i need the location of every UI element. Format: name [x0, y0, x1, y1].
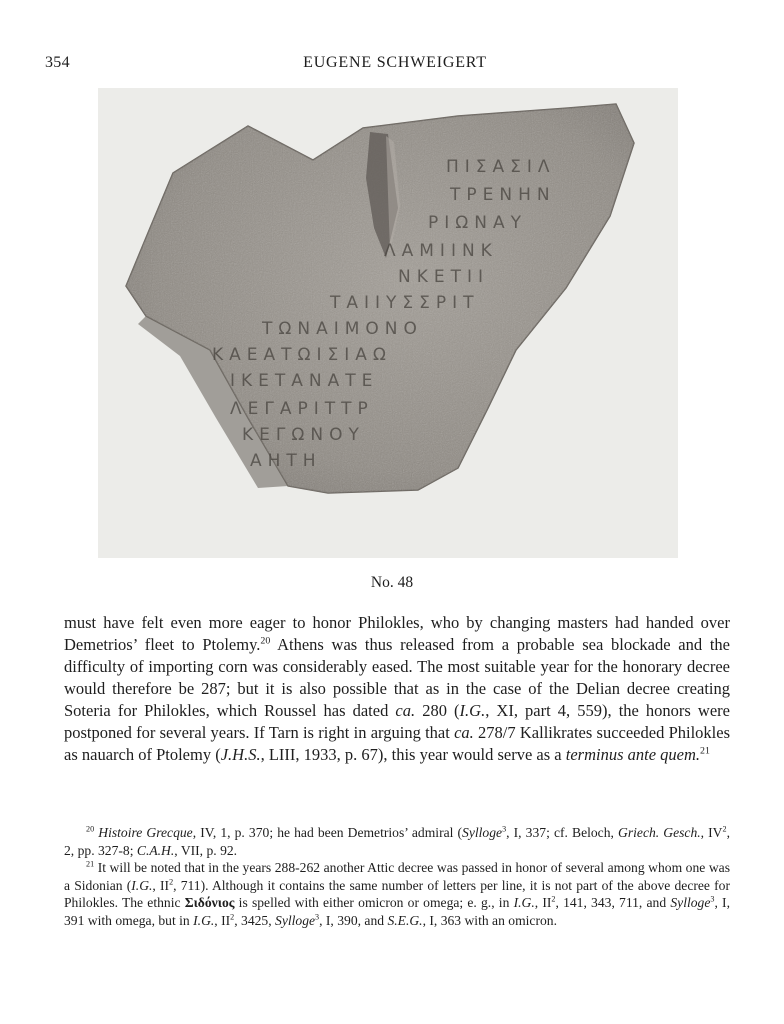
inscription-line: ΡΙΩΝΑΥ: [428, 213, 527, 233]
text-run: , VII, p. 92.: [174, 842, 238, 858]
inscription-line: ΚΕΓΩΝΟΥ: [242, 425, 365, 445]
footnote-number: 20: [86, 824, 95, 834]
inscription-line: ΚΑΕΑΤΩΙΣΙΑΩ: [212, 345, 392, 365]
italic-run: ca.: [395, 701, 416, 720]
text-run: , LIII, 1933, p. 67), this year would serve as a: [260, 745, 566, 764]
body-paragraph: [64, 612, 730, 766]
citation-italic: I.G.: [131, 877, 153, 893]
inscription-line: ΠΙΣΑΣΙΛ: [446, 157, 556, 177]
text-run: , I, 363 with an omicron.: [422, 912, 557, 928]
text-run: 280 (: [415, 701, 460, 720]
citation-italic: S.E.G.: [387, 912, 423, 928]
text-run: , 3425,: [234, 912, 276, 928]
inscription-line: ΛΕΓΑΡΙΤΤΡ: [230, 399, 374, 419]
text-run: , II: [534, 895, 552, 910]
citation-italic: Sylloge: [275, 912, 316, 928]
italic-run: ca.: [454, 723, 474, 742]
paragraph: [64, 612, 730, 766]
edition-sup: 2: [169, 876, 174, 886]
text-run: Athens was thus released from a probable sea blockade and the difficulty of importing corn was considerably eased. The most suitable year for the honorary decree would therefore be 287; but it is also possible that as in the case of the Delian decree creating Soteria for Philokles, which Roussel has dated: [64, 635, 730, 720]
greek-word: Σιδόνιος: [184, 895, 235, 910]
text-run: , I, 337; cf. Beloch,: [506, 825, 619, 840]
text-run: , IV, 1, p. 370; he had been Demetrios’ admiral (: [192, 825, 463, 840]
inscription-line: ΙΚΕΤΑΝΑΤΕ: [230, 371, 379, 391]
text-run: , 2, pp. 327-8;: [64, 825, 730, 858]
text-run: , II: [214, 912, 231, 928]
italic-run: terminus ante quem.: [565, 745, 701, 764]
inscription-line: ΛΑΜΙΙΝΚ: [384, 241, 498, 261]
edition-sup: 2: [551, 894, 556, 904]
text-run: is spelled with either omicron or omega; e. g., in: [234, 895, 514, 910]
text-run: It will be noted that in the years 288-262 another Attic decree was passed in honor of several among whom one was a Sidonian (: [64, 860, 730, 893]
edition-sup: 3: [315, 911, 320, 921]
citation-italic: Griech. Gesch.: [618, 825, 701, 840]
text-run: 278/7 Kallikrates succeeded Philokles as nauarch of Ptolemy (: [64, 723, 731, 764]
footnote-number: 21: [86, 859, 95, 869]
text-run: must have felt even more eager to honor Philokles, who by changing masters had handed over Demetrios’ fleet to Ptolemy.: [64, 613, 730, 654]
citation-italic: Histoire Grecque: [98, 825, 193, 840]
citation-italic: I.G.: [459, 701, 486, 720]
inscription-photo: [98, 88, 678, 558]
inscription-line: ΤΡΕΝΗΝ: [450, 185, 556, 205]
inscription-line: ΑΗΤΗ: [250, 451, 322, 471]
text-run: , IV: [700, 825, 723, 840]
running-header: [45, 54, 745, 74]
edition-sup: 3: [502, 824, 507, 834]
footnote-21: [64, 859, 730, 929]
page-number: 354: [45, 54, 70, 71]
citation-italic: Sylloge: [462, 825, 503, 840]
citation-italic: J.H.S.: [220, 745, 261, 764]
footnote-20: [64, 824, 730, 859]
text-run: , I, 391 with omega, but in: [64, 895, 730, 928]
running-title: EUGENE SCHWEIGERT: [303, 54, 487, 71]
text-run: , 711). Although it contains the same number of letters per line, it is not part of the above decree for Philokles. The ethnic: [64, 877, 730, 910]
text-run: , XI, part 4, 559), the honors were postponed for several years. If Tarn is right in arguing that: [64, 701, 730, 742]
footnote-ref[interactable]: 20: [260, 635, 271, 647]
edition-sup: 2: [722, 824, 727, 834]
inscription-line: ΝΚΕΤΙΙ: [398, 267, 490, 287]
citation-italic: I.G.: [513, 895, 535, 910]
citation-italic: I.G.: [193, 912, 215, 928]
footnotes: [64, 824, 730, 929]
text-run: , I, 390, and: [319, 912, 388, 928]
edition-sup: 2: [230, 911, 235, 921]
citation-italic: Sylloge: [670, 895, 711, 910]
inscription-line: ΤΑΙΙΥΣΣΡΙΤ: [330, 293, 480, 313]
inscription-line: ΤΩΝΑΙΜΟΝΟ: [262, 319, 423, 339]
text-run: , 141, 343, 711, and: [555, 895, 671, 910]
edition-sup: 3: [710, 894, 715, 904]
text-run: , II: [152, 877, 170, 893]
citation-italic: C.A.H.: [136, 842, 175, 858]
figure-caption: No. 48: [370, 574, 414, 591]
footnote-ref[interactable]: 21: [700, 745, 710, 757]
